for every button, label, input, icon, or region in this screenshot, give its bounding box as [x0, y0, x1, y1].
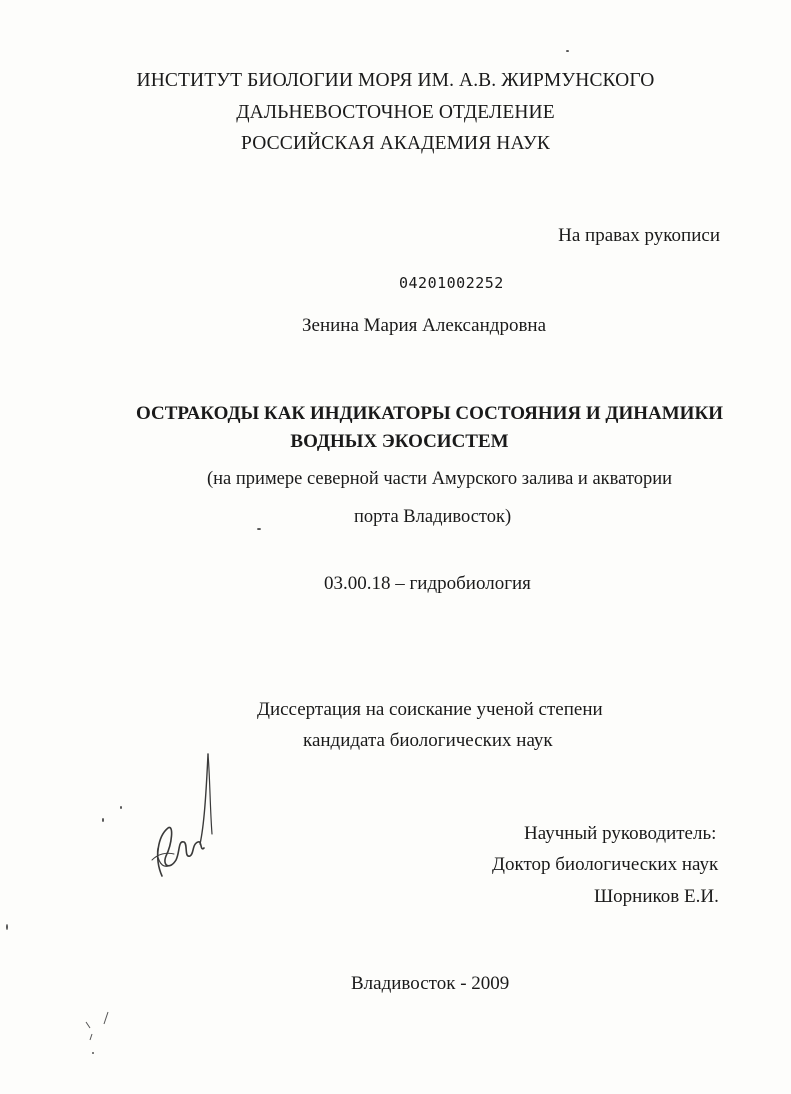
paper-speck — [102, 818, 104, 822]
paper-speck — [257, 528, 261, 530]
degree-line-2: кандидата биологических наук — [303, 730, 553, 751]
registration-number: 04201002252 — [399, 274, 504, 292]
paper-speck — [92, 1052, 94, 1054]
subtitle-line-1: (на примере северной части Амурского залива и акватории — [207, 469, 673, 489]
supervisor-title: Доктор биологических наук — [492, 854, 719, 875]
title-line-2: ВОДНЫХ ЭКОСИСТЕМ — [290, 431, 509, 452]
supervisor-name: Шорников Е.И. — [594, 886, 719, 907]
specialty-code: 03.00.18 – гидробиология — [324, 573, 531, 594]
academy-name: РОССИЙСКАЯ АКАДЕМИЯ НАУК — [241, 133, 550, 154]
subtitle-line-2: порта Владивосток) — [354, 507, 512, 527]
branch-name: ДАЛЬНЕВОСТОЧНОЕ ОТДЕЛЕНИЕ — [236, 102, 555, 123]
author-name: Зенина Мария Александровна — [302, 315, 547, 336]
supervisor-label: Научный руководитель: — [524, 823, 717, 844]
stray-pen-marks — [80, 1008, 120, 1048]
handwritten-signature — [148, 748, 228, 888]
paper-speck — [120, 806, 122, 809]
institute-name: ИНСТИТУТ БИОЛОГИИ МОРЯ ИМ. А.В. ЖИРМУНСКОГО — [136, 70, 655, 91]
manuscript-note: На правах рукописи — [558, 225, 720, 246]
city-year: Владивосток - 2009 — [351, 973, 510, 994]
title-line-1: ОСТРАКОДЫ КАК ИНДИКАТОРЫ СОСТОЯНИЯ И ДИНАМИКИ — [136, 403, 723, 424]
paper-speck — [6, 924, 8, 930]
paper-speck — [566, 50, 569, 52]
degree-line-1: Диссертация на соискание ученой степени — [257, 699, 603, 720]
